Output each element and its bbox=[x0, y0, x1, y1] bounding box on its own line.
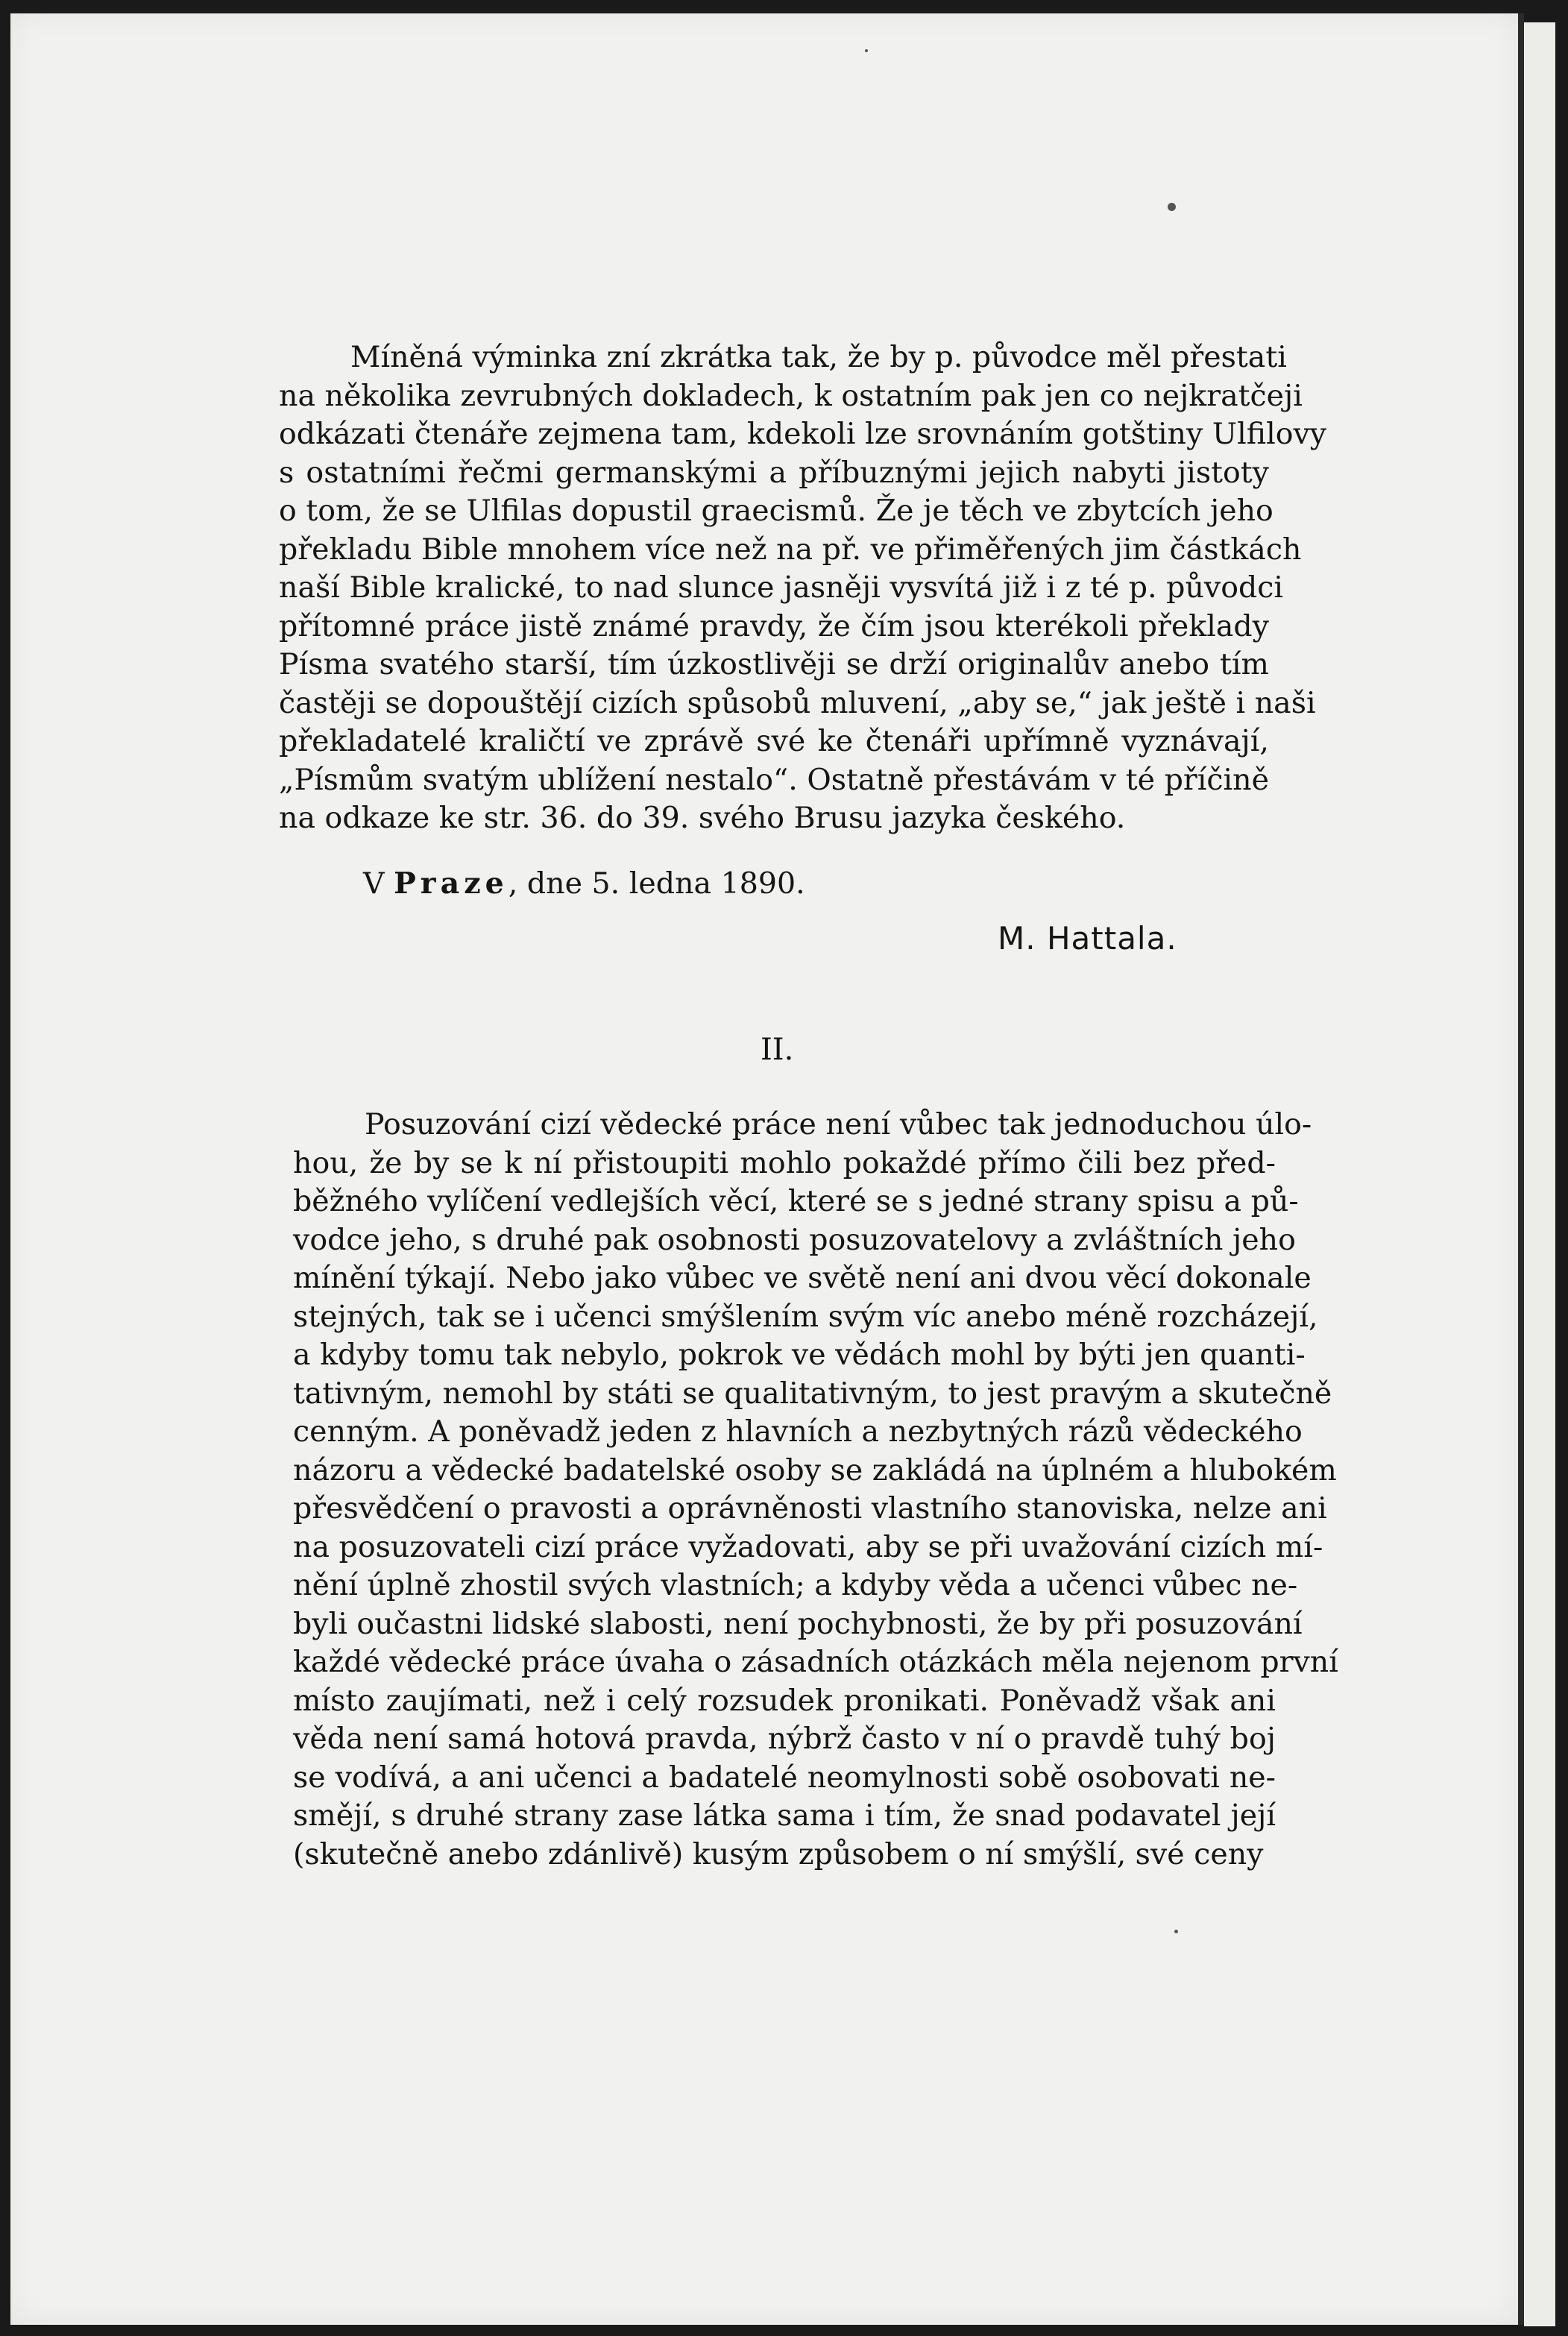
text-line: překladu Bible mnohem více než na př. ve přiměřených jim částkách bbox=[279, 532, 1302, 567]
text-line: smějí, s druhé strany zase látka sama i tím, že snad podavatel její bbox=[293, 1798, 1276, 1833]
text-line: Míněná výminka zní zkrátka tak, že by p. původce měl přestati bbox=[350, 340, 1287, 374]
facing-page-edge bbox=[1524, 22, 1555, 2326]
text-line: běžného vylíčení vedlejších věcí, které se s jedné strany spisu a pů- bbox=[293, 1184, 1299, 1218]
page-gutter-shadow bbox=[1518, 13, 1524, 2325]
text-line: hou, že by se k ní přistoupiti mohlo pokaždé přímo čili bez před- bbox=[293, 1145, 1276, 1180]
text-line: byli oučastni lidské slabosti, není pochybnosti, že by při posuzování bbox=[293, 1606, 1303, 1641]
text-line: Písma svatého starší, tím úzkostlivěji se drží originalův anebo tím bbox=[279, 647, 1269, 681]
text-line: přesvědčení o pravosti a oprávněnosti vlastního stanoviska, nelze ani bbox=[293, 1491, 1327, 1526]
text-line: odkázati čtenáře zejmena tam, kdekoli lze srovnáním gotštiny Ulfilovy bbox=[279, 417, 1327, 451]
text-line: překladatelé kraličtí ve zprávě své ke čtenáři upřímně vyznávají, bbox=[279, 724, 1269, 758]
section-number: II. bbox=[761, 1033, 794, 1067]
date-text: , dne 5. ledna 1890. bbox=[508, 866, 805, 901]
text-line: s ostatními řečmi germanskými a příbuznými jejich nabyti jistoty bbox=[279, 455, 1269, 490]
text-line: tativným, nemohl by státi se qualitativným, to jest pravým a skutečně bbox=[293, 1376, 1332, 1411]
paragraph-2 bbox=[293, 1106, 1338, 1874]
text-line: o tom, že se Ulfilas dopustil graecismů. Že je těch ve zbytcích jeho bbox=[279, 494, 1273, 528]
text-line: na posuzovateli cizí práce vyžadovati, aby se při uvažování cizích mí- bbox=[293, 1529, 1323, 1564]
scan-speck bbox=[1168, 203, 1176, 211]
text-line: věda není samá hotová pravda, nýbrž často v ní o pravdě tuhý boj bbox=[293, 1722, 1276, 1756]
text-line: na několika zevrubných dokladech, k ostatním pak jen co nejkratčeji bbox=[279, 378, 1303, 413]
author-signature: M. Hattala. bbox=[998, 920, 1177, 957]
paragraph-1 bbox=[279, 339, 1327, 838]
text-line: častěji se dopouštějí cizích spůsobů mluvení, „aby se,“ jak ještě i naši bbox=[279, 685, 1316, 720]
text-line: nění úplně zhostil svých vlastních; a kdyby věda a učenci vůbec ne- bbox=[293, 1568, 1298, 1602]
place-prefix: V bbox=[363, 866, 385, 901]
text-line: stejných, tak se i učenci smýšlením svým víc anebo méně rozcházejí, bbox=[293, 1299, 1318, 1334]
scan-speck bbox=[1174, 1930, 1178, 1933]
text-line: přítomné práce jistě známé pravdy, že čím jsou kterékoli překlady bbox=[279, 608, 1269, 643]
text-line: a kdyby tomu tak nebylo, pokrok ve vědách mohl by býti jen quanti- bbox=[293, 1338, 1306, 1372]
text-line: „Písmům svatým ublížení nestalo“. Ostatně přestávám v té příčině bbox=[279, 762, 1269, 797]
text-line: cenným. A poněvadž jeden z hlavních a nezbytných rázů vědeckého bbox=[293, 1414, 1303, 1449]
text-line: mínění týkají. Nebo jako vůbec ve světě není ani dvou věcí dokonale bbox=[293, 1261, 1312, 1295]
text-line: názoru a vědecké badatelské osoby se zakládá na úplném a hlubokém bbox=[293, 1452, 1337, 1487]
text-line: naší Bible kralické, to nad slunce jasněji vysvítá již i z té p. původci bbox=[279, 570, 1284, 605]
place-date-line bbox=[363, 866, 805, 901]
scan-speck bbox=[865, 49, 868, 52]
place-name: Praze bbox=[394, 866, 509, 901]
text-line: vodce jeho, s druhé pak osobnosti posuzovatelovy a zvláštních jeho bbox=[293, 1222, 1296, 1257]
text-line: (skutečně anebo zdánlivě) kusým způsobem o ní smýšlí, své ceny bbox=[293, 1836, 1264, 1871]
text-line: každé vědecké práce úvaha o zásadních otázkách měla nejenom první bbox=[293, 1645, 1338, 1679]
text-line: místo zaujímati, než i celý rozsudek pronikati. Poněvadž však ani bbox=[293, 1683, 1276, 1718]
text-line: na odkaze ke str. 36. do 39. svého Brusu jazyka českého. bbox=[279, 801, 1126, 835]
text-line: Posuzování cizí vědecké práce není vůbec tak jednoduchou úlo- bbox=[365, 1107, 1312, 1142]
text-line: se vodívá, a ani učenci a badatelé neomylnosti sobě osobovati ne- bbox=[293, 1760, 1276, 1795]
